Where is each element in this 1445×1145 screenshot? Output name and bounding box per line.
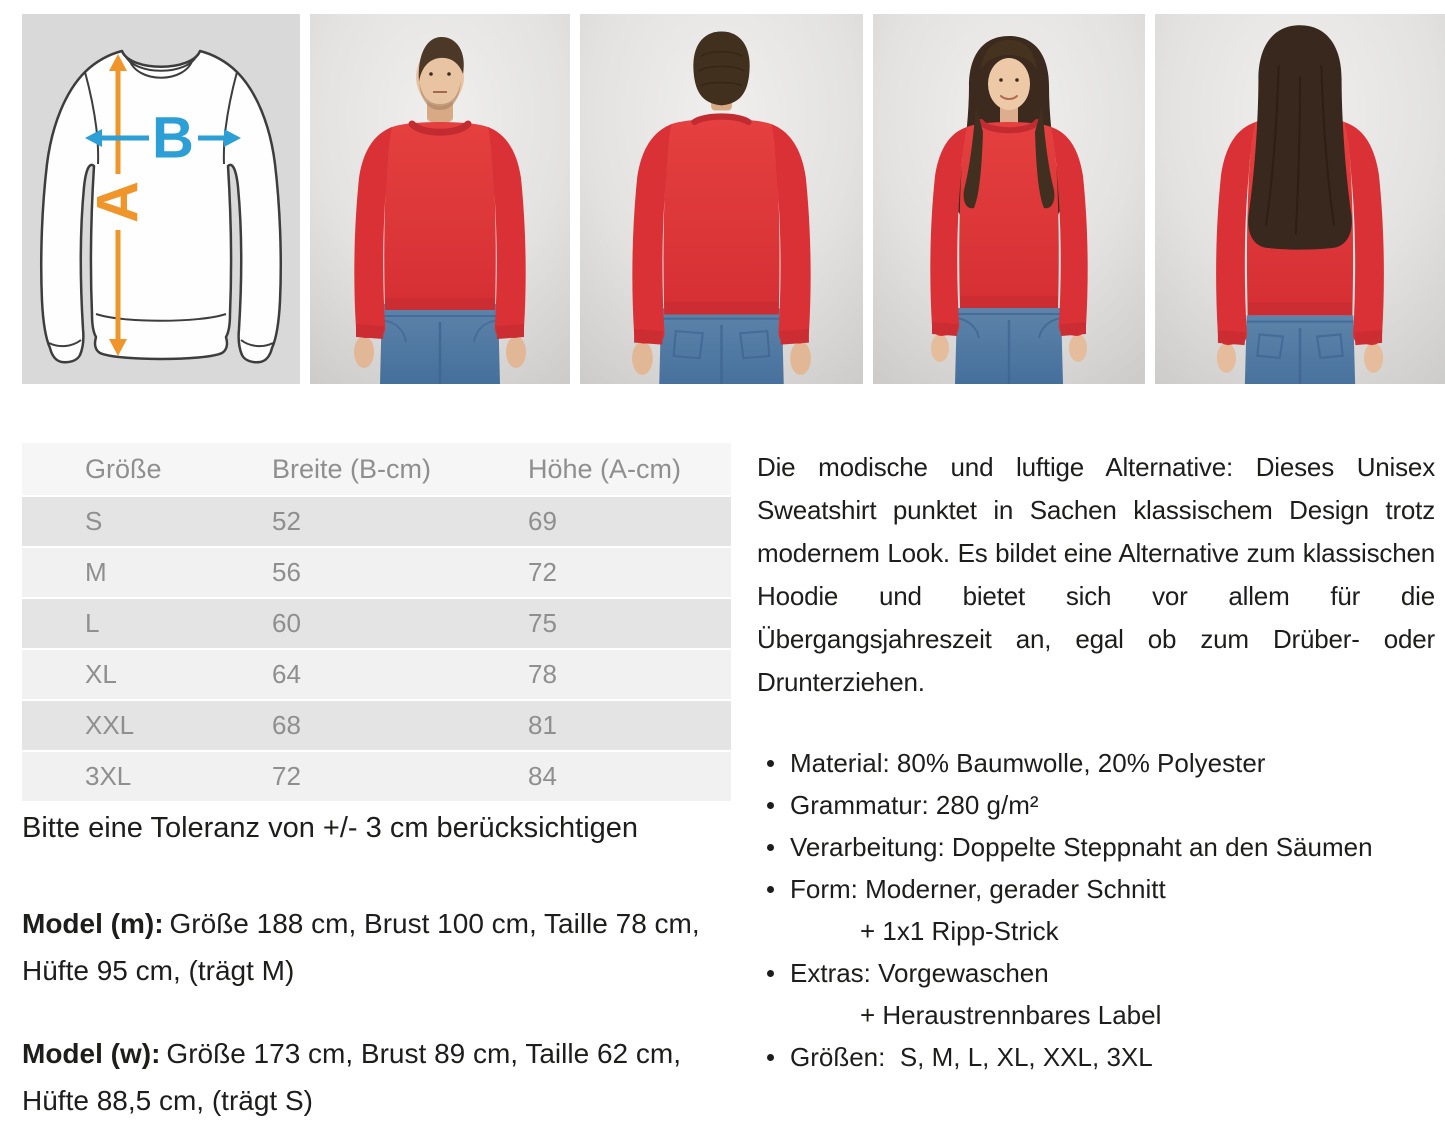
cell-breite: 52: [272, 506, 301, 536]
cell-size: XL: [85, 659, 117, 689]
model-m-note: [22, 900, 728, 994]
tolerance-note: Bitte eine Toleranz von +/- 3 cm berücksichtigen: [22, 812, 639, 844]
cell-hoehe: 75: [528, 608, 557, 638]
photo-woman-front: [873, 14, 1145, 384]
model-m-text: Größe 188 cm, Brust 100 cm, Taille 78 cm, Hüfte 95 cm, (trägt M): [22, 908, 700, 986]
detail-item-material: Material: 80% Baumwolle, 20% Polyester: [757, 742, 1435, 784]
size-diagram-image: [22, 14, 300, 384]
detail-item-groessen: Größen: S, M, L, XL, XXL, 3XL: [757, 1036, 1435, 1078]
header-cell-hoehe: Höhe (A-cm): [528, 453, 682, 484]
model-w-text: Größe 173 cm, Brust 89 cm, Taille 62 cm, Hüfte 88,5 cm, (trägt S): [22, 1038, 681, 1116]
cell-hoehe: 72: [528, 557, 557, 587]
header-cell-breite: Breite (B-cm): [272, 453, 432, 484]
detail-item-extras: Extras: Vorgewaschen: [757, 952, 1435, 994]
header-cell-groesse: Größe: [85, 453, 162, 484]
model-w-note: [22, 1030, 728, 1124]
description-paragraph: Die modische und luftige Alternative: Dieses Unisex Sweatshirt punktet in Sachen klassischem Design trotz modernem Look. Es bildet eine Alternative zum klassischen Hoodie und bietet sich vor allem für die Übergangsjahreszeit an, egal ob zum Drüber- oder Drunterziehen.: [757, 452, 1435, 697]
cell-breite: 72: [272, 761, 301, 791]
diagram-label-a: A: [85, 181, 151, 223]
diagram-label-b: B: [152, 105, 194, 171]
table-row: [22, 752, 731, 803]
table-row: [22, 548, 731, 599]
cell-size: M: [85, 557, 107, 587]
cell-hoehe: 69: [528, 506, 557, 536]
photo-woman-back: [1155, 14, 1445, 384]
table-row: [22, 497, 731, 548]
detail-item-form: Form: Moderner, gerader Schnitt: [757, 868, 1435, 910]
cell-hoehe: 81: [528, 710, 557, 740]
detail-item-grammatur: Grammatur: 280 g/m²: [757, 784, 1435, 826]
product-details-list: [757, 742, 1435, 1078]
product-image-row: [22, 14, 1445, 384]
table-row: [22, 701, 731, 752]
model-w-label: Model (w):: [22, 1038, 161, 1069]
model-m-label: Model (m):: [22, 908, 164, 939]
product-description: [757, 446, 1435, 1078]
cell-breite: 56: [272, 557, 301, 587]
cell-size: L: [85, 608, 100, 638]
photo-man-back: [580, 14, 863, 384]
cell-size: S: [85, 506, 103, 536]
cell-hoehe: 78: [528, 659, 557, 689]
cell-breite: 68: [272, 710, 301, 740]
cell-size: XXL: [85, 710, 135, 740]
cell-breite: 60: [272, 608, 301, 638]
cell-hoehe: 84: [528, 761, 557, 791]
table-row: [22, 650, 731, 701]
cell-size: 3XL: [85, 761, 132, 791]
diagram-sweatshirt-outline: [41, 51, 281, 362]
photo-man-front: [310, 14, 570, 384]
cell-breite: 64: [272, 659, 301, 689]
table-row: [22, 599, 731, 650]
detail-item-form-cont: + 1x1 Ripp-Strick: [860, 916, 1059, 946]
detail-item-verarbeitung: Verarbeitung: Doppelte Steppnaht an den Säumen: [757, 826, 1435, 868]
size-table: [22, 443, 731, 803]
size-table-header: [22, 443, 731, 497]
detail-item-extras-cont: + Heraustrennbares Label: [860, 1000, 1162, 1030]
